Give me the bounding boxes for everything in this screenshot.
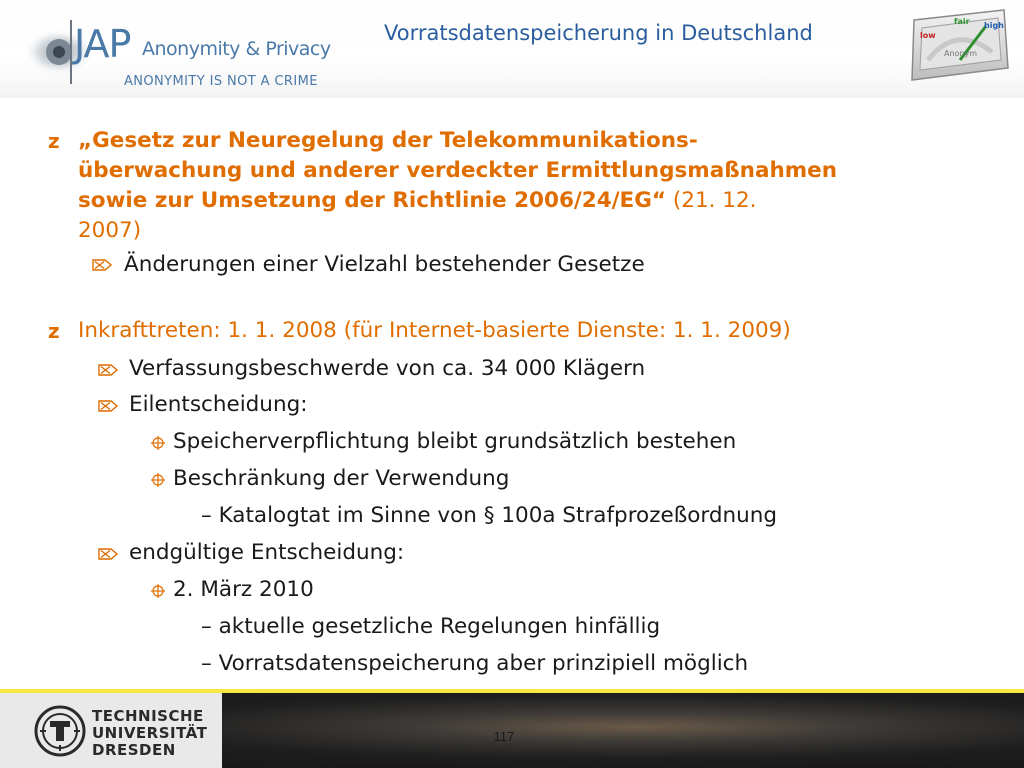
badge-low-label: low — [920, 31, 936, 40]
z-bullet-icon: z — [48, 129, 60, 153]
item2-sub2-b-1: – Katalogtat im Sinne von § 100a Strafprozeßordnung — [201, 503, 778, 528]
item1-quote-line-1: „Gesetz zur Neuregelung der Telekommunikations- — [78, 128, 698, 153]
item1-date-part2: 2007) — [78, 218, 142, 243]
z-bullet-icon: z — [48, 319, 60, 343]
crossed-box-arrow-icon — [92, 257, 112, 273]
badge-anonym-label: Anonym — [944, 49, 978, 58]
crossed-box-arrow-icon — [98, 546, 118, 562]
logo-slogan: ANONYMITY IS NOT A CRIME — [124, 74, 318, 89]
item1-date-part1: (21. 12. — [672, 188, 757, 213]
item2-sub2: Eilentscheidung: — [129, 392, 308, 417]
crossed-box-arrow-icon — [98, 398, 118, 414]
tu-line-3: DRESDEN — [92, 741, 176, 759]
item1-sub1: Änderungen einer Vielzahl bestehender Gesetze — [124, 252, 645, 277]
badge-high-label: high — [984, 21, 1004, 30]
crosshair-icon — [150, 583, 166, 599]
item2-sub3-a-2: – Vorratsdatenspeicherung aber prinzipiell möglich — [201, 651, 749, 676]
item2-sub3-a-1: – aktuelle gesetzliche Regelungen hinfällig — [201, 614, 661, 639]
tu-dresden-emblem-icon — [34, 705, 86, 757]
item1-quote-line-3-text: sowie zur Umsetzung der Richtlinie 2006/24/EG“ — [78, 188, 667, 213]
tu-line-1: TECHNISCHE — [92, 707, 204, 725]
item2-sub3: endgültige Entscheidung: — [129, 540, 405, 565]
crossed-box-arrow-icon — [98, 362, 118, 378]
item2-sub3-a: 2. März 2010 — [173, 577, 314, 602]
page-number: 117 — [493, 729, 515, 744]
item1-quote-line-2: überwachung und anderer verdeckter Ermittlungsmaßnahmen — [78, 158, 838, 183]
logo-title: JAP — [74, 22, 131, 66]
item2-text: Inkrafttreten: 1. 1. 2008 (für Internet-basierte Dienste: 1. 1. 2009) — [78, 318, 791, 343]
badge-fair-label: fair — [954, 17, 970, 26]
slide-title: Vorratsdatenspeicherung in Deutschland — [384, 21, 813, 45]
logo-subtitle: Anonymity & Privacy — [142, 38, 331, 60]
item2-sub1: Verfassungsbeschwerde von ca. 34 000 Klägern — [129, 356, 646, 381]
tu-line-2: UNIVERSITÄT — [92, 724, 208, 742]
item2-sub2-a: Speicherverpflichtung bleibt grundsätzlich bestehen — [173, 429, 737, 454]
item2-sub2-b: Beschränkung der Verwendung — [173, 466, 510, 491]
crosshair-icon — [150, 435, 166, 451]
item1-quote-line-3 — [78, 188, 756, 213]
crosshair-icon — [150, 472, 166, 488]
